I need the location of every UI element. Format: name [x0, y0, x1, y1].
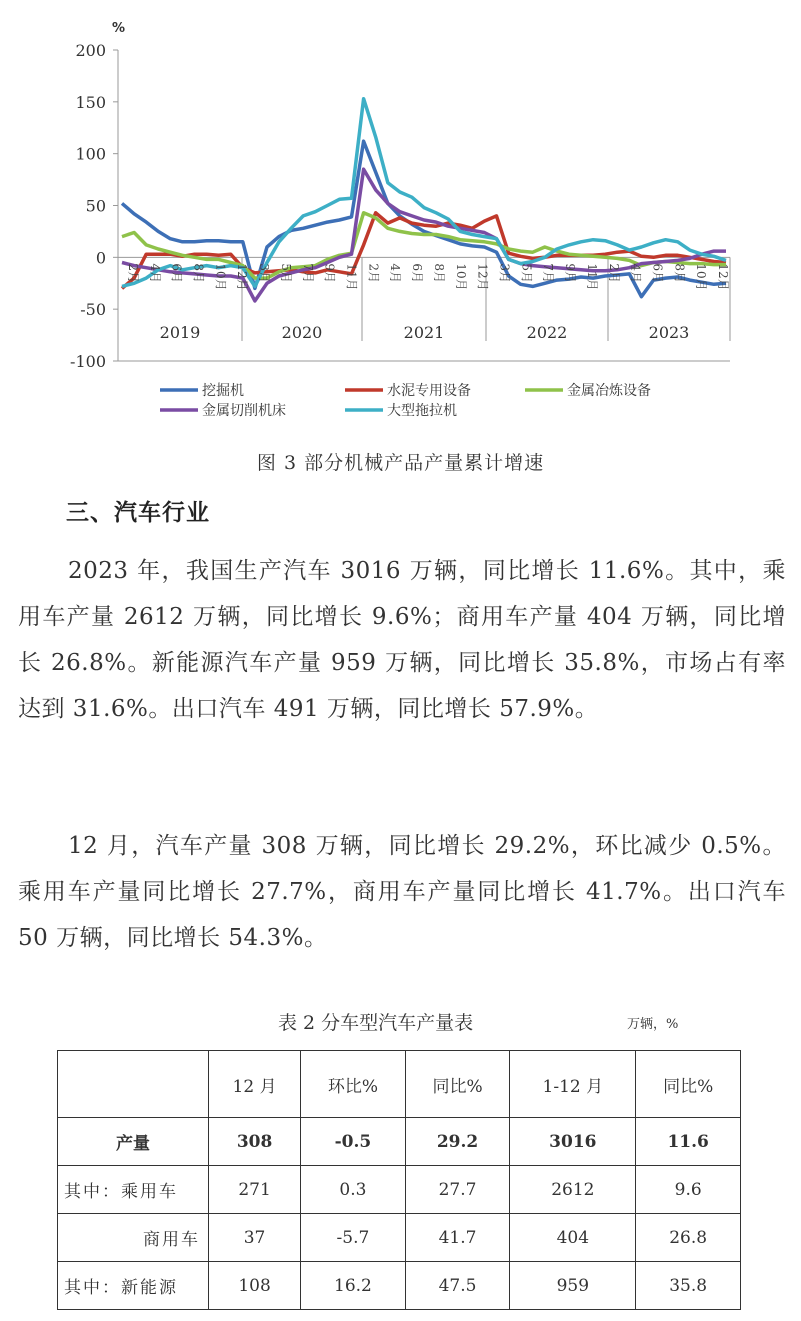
- line-chart: [0, 0, 801, 440]
- row-label: 产量: [58, 1118, 209, 1166]
- y-unit-label: %: [112, 21, 126, 36]
- year-label: 2019: [159, 323, 201, 342]
- month-label: 12月: [475, 263, 490, 291]
- table-row: [58, 1262, 741, 1310]
- y-tick-label: 150: [75, 92, 106, 112]
- month-label: 12月: [235, 263, 250, 291]
- y-tick-label: -100: [70, 352, 106, 371]
- month-label: 6月: [410, 263, 425, 283]
- y-tick-label: 100: [75, 144, 106, 164]
- table-cell: 37: [209, 1214, 301, 1262]
- month-label: 11月: [344, 263, 359, 291]
- table-cell: 959: [510, 1262, 636, 1310]
- table-row: [58, 1118, 741, 1166]
- header-cell: 12 月: [209, 1051, 301, 1118]
- legend-label: 水泥专用设备: [387, 383, 471, 399]
- table-unit: 万辆，%: [627, 1017, 679, 1032]
- table-cell: 404: [510, 1214, 636, 1262]
- month-label: 6月: [169, 263, 184, 283]
- month-label: 7月: [300, 263, 315, 283]
- table-cell: 27.7: [405, 1166, 510, 1214]
- month-label: 4月: [147, 263, 162, 283]
- table-cell: 108: [209, 1262, 301, 1310]
- table-row: [58, 1166, 741, 1214]
- table-cell: 29.2: [405, 1118, 510, 1166]
- month-label: 6月: [650, 263, 665, 283]
- month-label: 8月: [191, 263, 206, 283]
- month-label: 5月: [278, 263, 293, 283]
- y-tick-label: 200: [75, 41, 106, 60]
- row-label: 其中：新能源: [58, 1262, 209, 1310]
- month-label: 8月: [672, 263, 687, 283]
- table-row: [58, 1214, 741, 1262]
- table-cell: 9.6: [636, 1166, 741, 1214]
- month-label: 7月: [541, 263, 556, 283]
- table-cell: 26.8: [636, 1214, 741, 1262]
- month-label: 4月: [388, 263, 403, 283]
- header-cell: 环比%: [301, 1051, 406, 1118]
- month-label: 11月: [584, 263, 599, 291]
- table-cell: 41.7: [405, 1214, 510, 1262]
- header-cell: [58, 1051, 209, 1118]
- table-cell: 0.3: [301, 1166, 406, 1214]
- table-cell: 3016: [510, 1118, 636, 1166]
- month-label: 3月: [497, 263, 512, 283]
- table-cell: 2612: [510, 1166, 636, 1214]
- paragraph-annual: 2023 年，我国生产汽车 3016 万辆，同比增长 11.6%。其中，乘用车产量 2612 万辆，同比增长 9.6%；商用车产量 404 万辆，同比增长 26.8%。新能源汽车产量 959 万辆，同比增长 35.8%，市场占有率达到 31.6%。出口汽车 491 万辆，同比增长 57.9%。: [18, 558, 786, 722]
- month-label: 2月: [125, 263, 140, 283]
- y-tick-label: 50: [85, 196, 106, 216]
- year-label: 2022: [526, 323, 568, 342]
- year-label: 2021: [403, 323, 445, 342]
- legend-label: 大型拖拉机: [387, 403, 457, 419]
- y-tick-label: -50: [80, 300, 106, 320]
- month-label: 8月: [431, 263, 446, 283]
- table-cell: -5.7: [301, 1214, 406, 1262]
- table-cell: 16.2: [301, 1262, 406, 1310]
- month-label: 2月: [606, 263, 621, 283]
- figure-caption: 图 3 部分机械产品产量累计增速: [256, 452, 545, 474]
- month-label: 9月: [322, 263, 337, 283]
- month-label: 2月: [366, 263, 381, 283]
- row-label: 商用车: [58, 1214, 209, 1262]
- month-label: 10月: [694, 263, 709, 291]
- legend-label: 金属切削机床: [202, 403, 286, 419]
- table-cell: 35.8: [636, 1262, 741, 1310]
- month-label: 12月: [716, 263, 731, 291]
- table-cell: 11.6: [636, 1118, 741, 1166]
- month-label: 10月: [453, 263, 468, 291]
- table-cell: 271: [209, 1166, 301, 1214]
- month-label: 5月: [519, 263, 534, 283]
- header-cell: 1-12 月: [510, 1051, 636, 1118]
- legend-label: 挖掘机: [202, 383, 244, 399]
- month-label: 9月: [563, 263, 578, 283]
- header-cell: 同比%: [405, 1051, 510, 1118]
- legend-label: 金属冶炼设备: [567, 383, 651, 399]
- month-label: 4月: [628, 263, 643, 283]
- month-label: 3月: [257, 263, 272, 283]
- header-cell: 同比%: [636, 1051, 741, 1118]
- table-cell: 308: [209, 1118, 301, 1166]
- production-table: [57, 1050, 741, 1310]
- year-label: 2020: [281, 323, 323, 342]
- paragraph-december: 12 月，汽车产量 308 万辆，同比增长 29.2%，环比减少 0.5%。乘用车产量同比增长 27.7%，商用车产量同比增长 41.7%。出口汽车 50 万辆，同比增长 54.3%。: [18, 833, 786, 951]
- y-tick-label: 0: [95, 248, 106, 268]
- month-label: 10月: [213, 263, 228, 291]
- table-cell: 47.5: [405, 1262, 510, 1310]
- table-cell: -0.5: [301, 1118, 406, 1166]
- row-label: 其中：乘用车: [58, 1166, 209, 1214]
- table-header-row: [58, 1051, 741, 1118]
- table-title: 表 2 分车型汽车产量表: [278, 1012, 474, 1034]
- year-label: 2023: [648, 323, 690, 342]
- section-heading: 三、汽车行业: [66, 500, 210, 526]
